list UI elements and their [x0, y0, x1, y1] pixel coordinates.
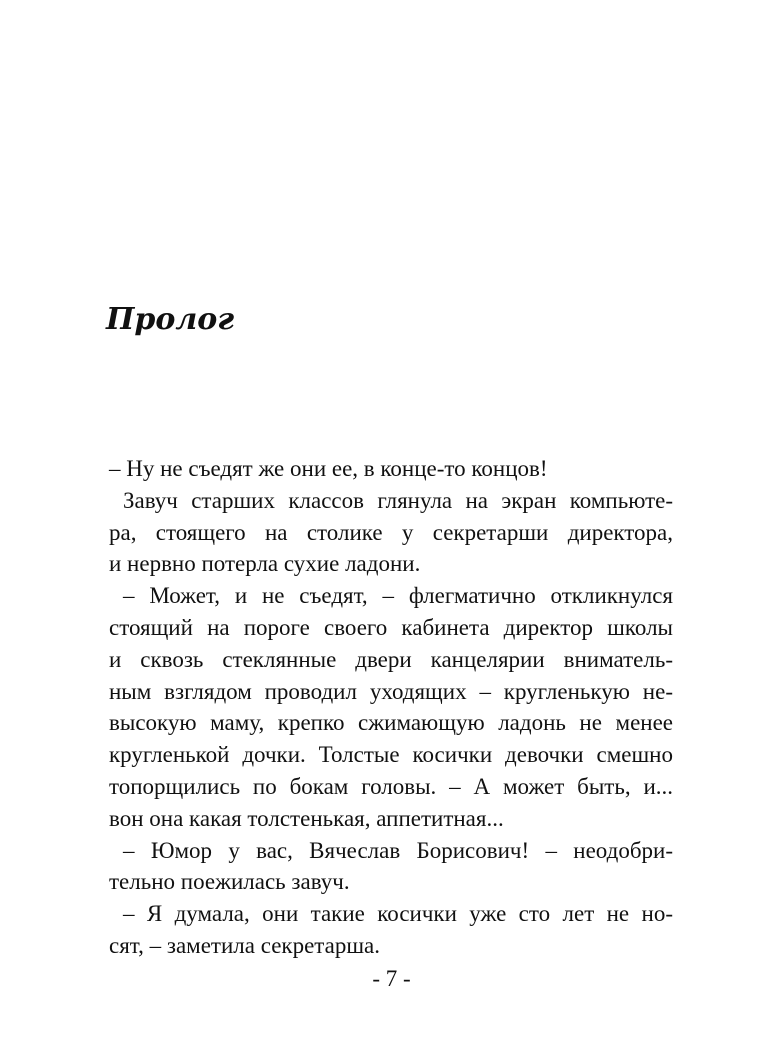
- text-line: стоящий на пороге своего кабинета директор школы: [109, 614, 673, 640]
- text-line: и нервно потерла сухие ладони.: [109, 551, 421, 577]
- paragraph: [109, 835, 673, 899]
- text-line: высокую маму, крепко сжимающую ладонь не менее: [109, 710, 673, 736]
- paragraph: [109, 485, 673, 580]
- text-line: тельно поежилась завуч.: [109, 869, 350, 895]
- paragraph: [109, 898, 673, 962]
- chapter-title: Пролог: [106, 302, 235, 337]
- paragraph: [109, 453, 673, 485]
- text-line: сят, – заметила секретарша.: [109, 932, 381, 958]
- text-line: – Я думала, они такие косички уже сто лет не но-: [123, 901, 673, 927]
- page-number: - 7 -: [372, 966, 411, 991]
- text-line: Завуч старших классов глянула на экран компьюте-: [123, 487, 673, 513]
- text-line: ным взглядом проводил уходящих – кругленькую не-: [109, 678, 673, 704]
- text-line: – Юмор у вас, Вячеслав Борисович! – неодобри-: [123, 837, 673, 863]
- text-line: – Может, и не съедят, – флегматично откликнулся: [123, 583, 673, 609]
- text-line: – Ну не съедят же они ее, в конце-то концов!: [109, 456, 548, 481]
- text-line: ра, стоящего на столике у секретарши директора,: [109, 519, 673, 545]
- text-line: топорщились по бокам головы. – А может быть, и...: [109, 773, 673, 799]
- paragraph: [109, 580, 673, 834]
- chapter-body-text: [109, 453, 673, 962]
- text-line: вон она какая толстенькая, аппетитная...: [109, 805, 504, 831]
- text-line: и сквозь стеклянные двери канцелярии вниматель-: [109, 646, 673, 672]
- text-line: кругленькой дочки. Толстые косички девочки смешно: [109, 742, 673, 768]
